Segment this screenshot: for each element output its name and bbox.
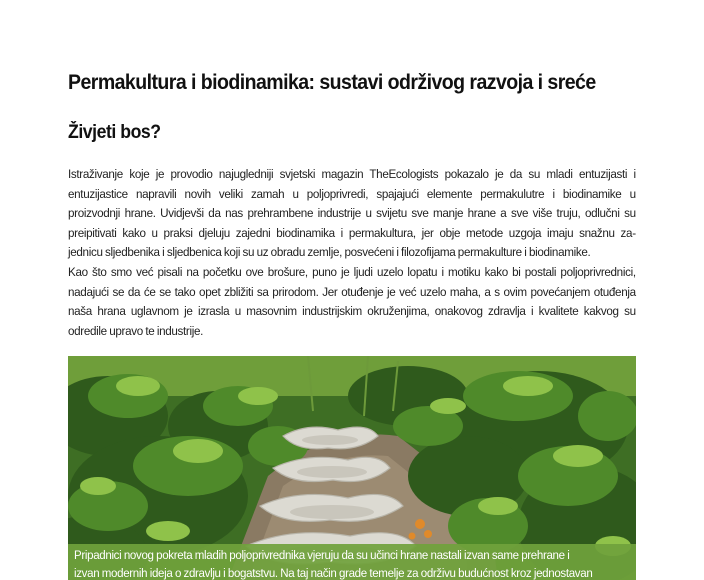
body-line: entuzijastice napravili novih veliki zamah u poljoprivredi, spajajući elemente permakulutre i biodinamike u xyxy=(68,186,636,201)
body-line: jednicu sljedbenika i sljedbenica koji su uz obradu zemlje, posvećeni i filozofijama permakulture i biodinamike. xyxy=(68,245,591,260)
photo-caption xyxy=(68,544,636,580)
body-line: preipitivati kako u praksi djeluju zajedni biodinamika i permakultura, jer obje metode uzgoja imaju snažnu za- xyxy=(68,225,636,240)
body-line: proizvodnji hrane. Uvidjevši da nas prehrambene industrije u svijetu sve manje hrane a sve više truju, odlučni su xyxy=(68,206,636,221)
body-line: odredile upravo te industrije. xyxy=(68,323,204,338)
article-body xyxy=(68,165,636,341)
caption-line: izvan modernih ideja o zdravlju i bogatstvu. Na taj način grade temelje za održivu budućnost kroz jednostavan xyxy=(74,566,593,580)
body-line: Istraživanje koje je provodio najugledniji svjetski magazin TheEcologists pokazalo je da su mladi entuzijasti i xyxy=(68,167,636,181)
body-line: nadajući se da će se tako opet zbližiti sa prirodom. Jer otuđenje je već uzelo maha, a s ovim povećanjem otuđenja xyxy=(68,284,636,299)
article-subtitle: Živjeti bos? xyxy=(68,122,161,143)
caption-line: Pripadnici novog pokreta mladih poljoprivrednika vjeruju da su učinci hrane nastali izvan same prehrane i xyxy=(74,548,570,562)
article-title: Permakultura i biodinamika: sustavi održivog razvoja i sreće xyxy=(68,71,596,94)
garden-photo xyxy=(68,356,636,580)
body-line: naša hrana uglavnom je izrasla u masovnim industrijskim okruženjima, onakovog zdravlja i kvalitete kakvog su xyxy=(68,304,636,319)
body-line: Kao što smo već pisali na početku ove brošure, puno je ljudi uzelo lopatu i motiku kako bi postali poljoprivrednici, xyxy=(68,264,636,279)
